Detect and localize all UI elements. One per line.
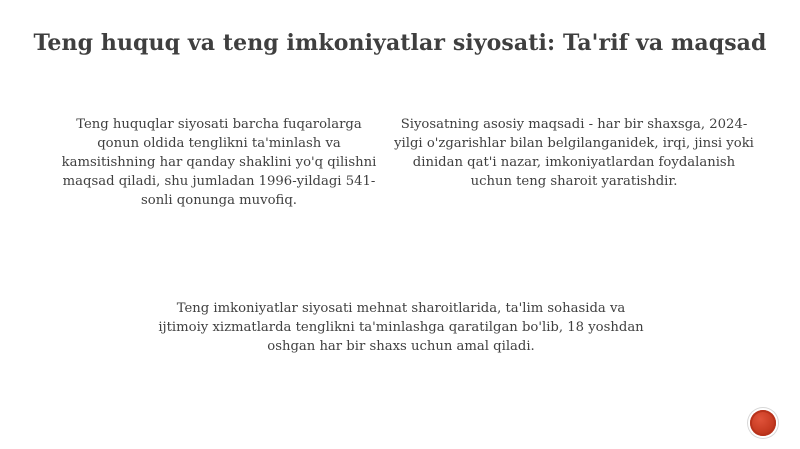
left-paragraph: Teng huquqlar siyosati barcha fuqarolarga qonun oldida tenglikni ta'minlash va kamsitishning har qanday shaklini yo'q qilishni maqsad qiladi, shu jumladan 1996-yildagi 541-sonli qonunga muvofiq. — [61, 117, 377, 208]
red-circle-icon — [750, 410, 776, 436]
bottom-paragraph: Teng imkoniyatlar siyosati mehnat sharoitlarida, ta'lim sohasida va ijtimoiy xizmatlarda tenglikni ta'minlashga qaratilgan bo'lib, 18 yoshdan oshgan har bir shaxs uchun amal qiladi. — [158, 301, 644, 354]
slide-title: Teng huquq va teng imkoniyatlar siyosati: Ta'rif va maqsad — [33, 30, 767, 56]
slide-nav-button[interactable] — [748, 408, 778, 438]
right-paragraph: Siyosatning asosiy maqsadi - har bir shaxsga, 2024-yilgi o'zgarishlar bilan belgilanganidek, irqi, jinsi yoki dinidan qat'i nazar, imkoniyatlardan foydalanish uchun teng sharoit yaratishdir. — [394, 117, 754, 189]
